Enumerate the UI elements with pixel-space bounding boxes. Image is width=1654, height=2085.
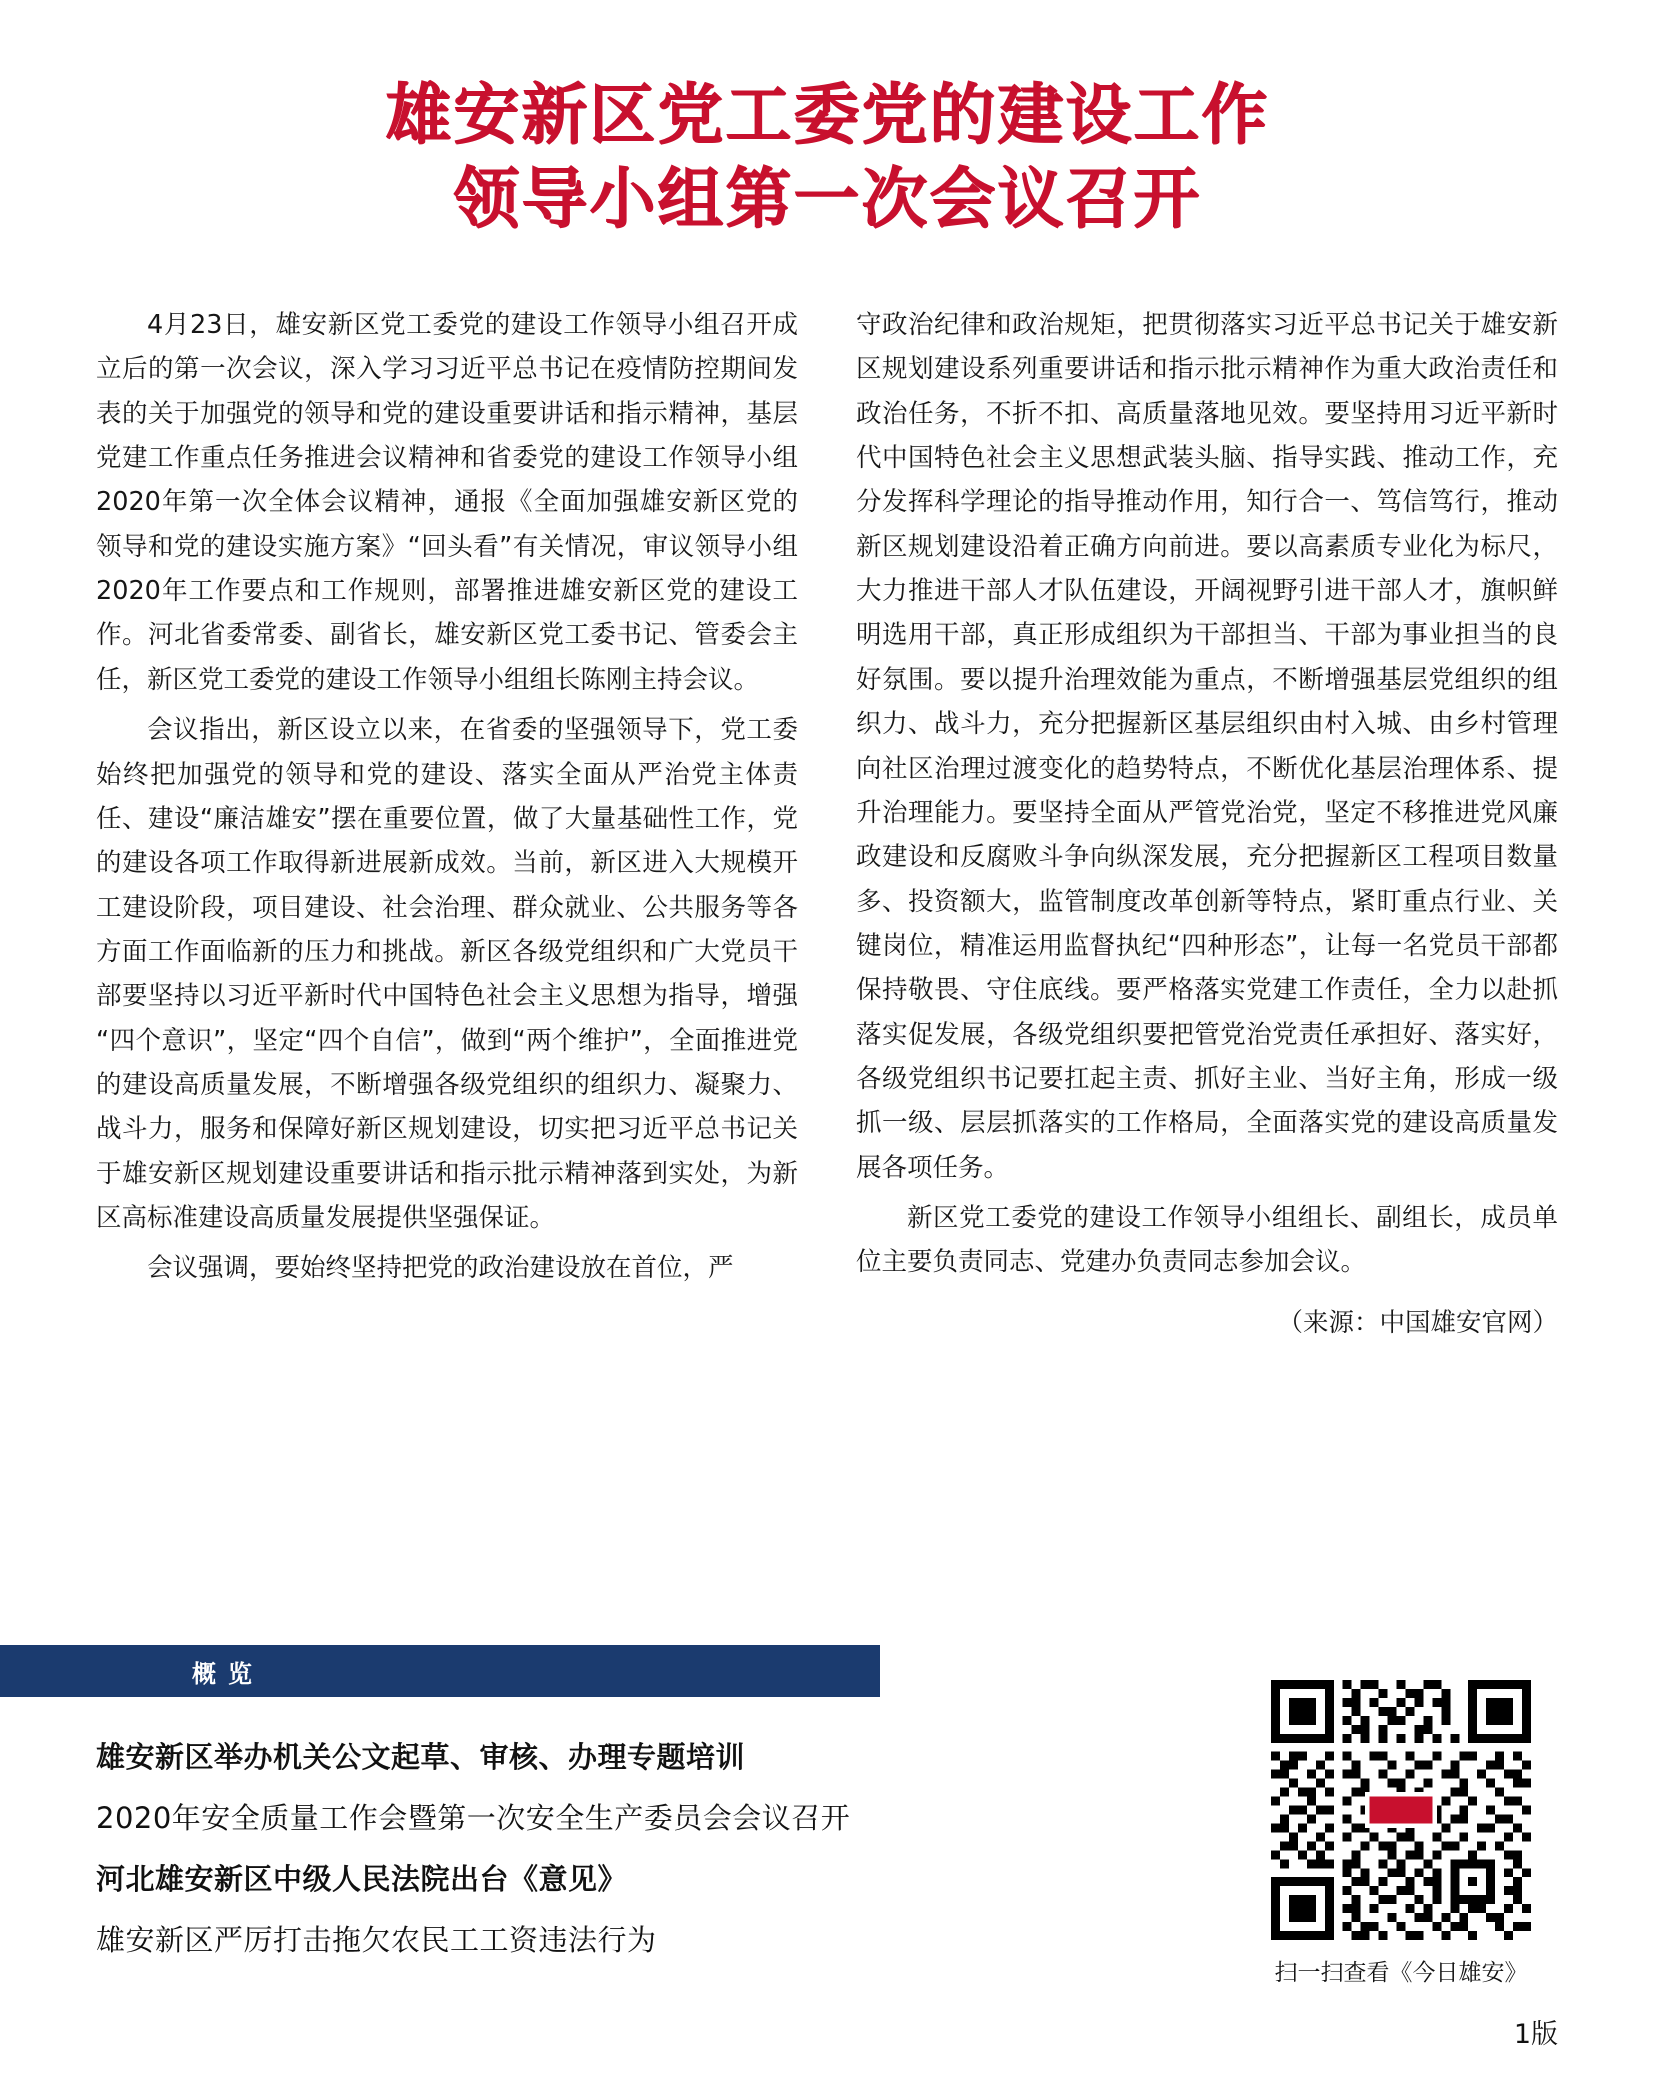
paragraph: 守政治纪律和政治规矩，把贯彻落实习近平总书记关于雄安新区规划建设系列重要讲话和指示批示精神作为重大政治责任和政治任务，不折不扣、高质量落地见效。要坚持用习近平新时代中国特色社会主义思想武装头脑、指导实践、推动工作，充分发挥科学理论的指导推动作用，知行合一、笃信笃行，推动新区规划建设沿着正确方向前进。要以高素质专业化为标尺，大力推进干部人才队伍建设，开阔视野引进干部人才，旗帜鲜明选用干部，真正形成组织为干部担当、干部为事业担当的良好氛围。要以提升治理效能为重点，不断增强基层党组织的组织力、战斗力，充分把握新区基层组织由村入城、由乡村管理向社区治理过渡变化的趋势特点，不断优化基层治理体系、提升治理能力。要坚持全面从严管党治党，坚定不移推进党风廉政建设和反腐败斗争向纵深发展，充分把握新区工程项目数量多、投资额大，监管制度改革创新等特点，紧盯重点行业、关键岗位，精准运用监督执纪“四种形态”，让每一名党员干部都保持敬畏、守住底线。要严格落实党建工作责任，全力以赴抓落实促发展，各级党组织要把管党治党责任承担好、落实好，各级党组织书记要扛起主责、抓好主业、当好主角，形成一级抓一级、层层抓落实的工作格局，全面落实党的建设高质量发展各项任务。 <box>856 309 1558 1183</box>
article-source: （来源：中国雄安官网） <box>1277 1307 1558 1338</box>
article-body <box>96 303 1558 1345</box>
list-item[interactable]: 河北雄安新区中级人民法院出台《意见》 <box>96 1862 628 1896</box>
article-column-right <box>856 303 1558 1345</box>
article-column-left <box>96 303 798 1345</box>
paragraph: 4月23日，雄安新区党工委党的建设工作领导小组召开成立后的第一次会议，深入学习习近平总书记在疫情防控期间发表的关于加强党的领导和党的建设重要讲话和指示精神，基层党建工作重点任务推进会议精神和省委党的建设工作领导小组2020年第一次全体会议精神，通报《全面加强雄安新区党的领导和党的建设实施方案》“回头看”有关情况，审议领导小组2020年工作要点和工作规则，部署推进雄安新区党的建设工作。河北省委常委、副省长，雄安新区党工委书记、管委会主任，新区党工委党的建设工作领导小组组长陈刚主持会议。 <box>96 309 798 695</box>
qr-code-caption: 扫一扫查看《今日雄安》 <box>1274 1960 1528 1986</box>
paragraph: 新区党工委党的建设工作领导小组组长、副组长，成员单位主要负责同志、党建办负责同志参加会议。 <box>856 1203 1558 1278</box>
list-item[interactable]: 雄安新区举办机关公文起草、审核、办理专题培训 <box>96 1740 746 1774</box>
qr-code-block <box>1258 1680 1544 1987</box>
overview-banner-label: 概览 <box>192 1659 264 1688</box>
qr-code-icon <box>1271 1680 1531 1940</box>
overview-list <box>96 1727 996 1971</box>
page-number: 1版 <box>1513 2019 1558 2050</box>
paragraph: 会议指出，新区设立以来，在省委的坚强领导下，党工委始终把加强党的领导和党的建设、落实全面从严治党主体责任、建设“廉洁雄安”摆在重要位置，做了大量基础性工作，党的建设各项工作取得新进展新成效。当前，新区进入大规模开工建设阶段，项目建设、社会治理、群众就业、公共服务等各方面工作面临新的压力和挑战。新区各级党组织和广大党员干部要坚持以习近平新时代中国特色社会主义思想为指导，增强“四个意识”，坚定“四个自信”，做到“两个维护”，全面推进党的建设高质量发展，不断增强各级党组织的组织力、凝聚力、战斗力，服务和保障好新区规划建设，切实把习近平总书记关于雄安新区规划建设重要讲话和指示批示精神落到实处，为新区高标准建设高质量发展提供坚强保证。 <box>96 715 798 1234</box>
paragraph: 会议强调，要始终坚持把党的政治建设放在首位，严 <box>147 1253 734 1284</box>
headline-line-1: 雄安新区党工委党的建设工作 <box>385 75 1269 153</box>
list-item[interactable]: 雄安新区严厉打击拖欠农民工工资违法行为 <box>96 1923 657 1957</box>
list-item[interactable]: 2020年安全质量工作会暨第一次安全生产委员会会议召开 <box>96 1801 851 1835</box>
qr-code-image[interactable] <box>1271 1680 1531 1940</box>
overview-banner <box>0 1645 880 1697</box>
page-title <box>0 0 1654 241</box>
headline-line-2: 领导小组第一次会议召开 <box>453 159 1201 238</box>
